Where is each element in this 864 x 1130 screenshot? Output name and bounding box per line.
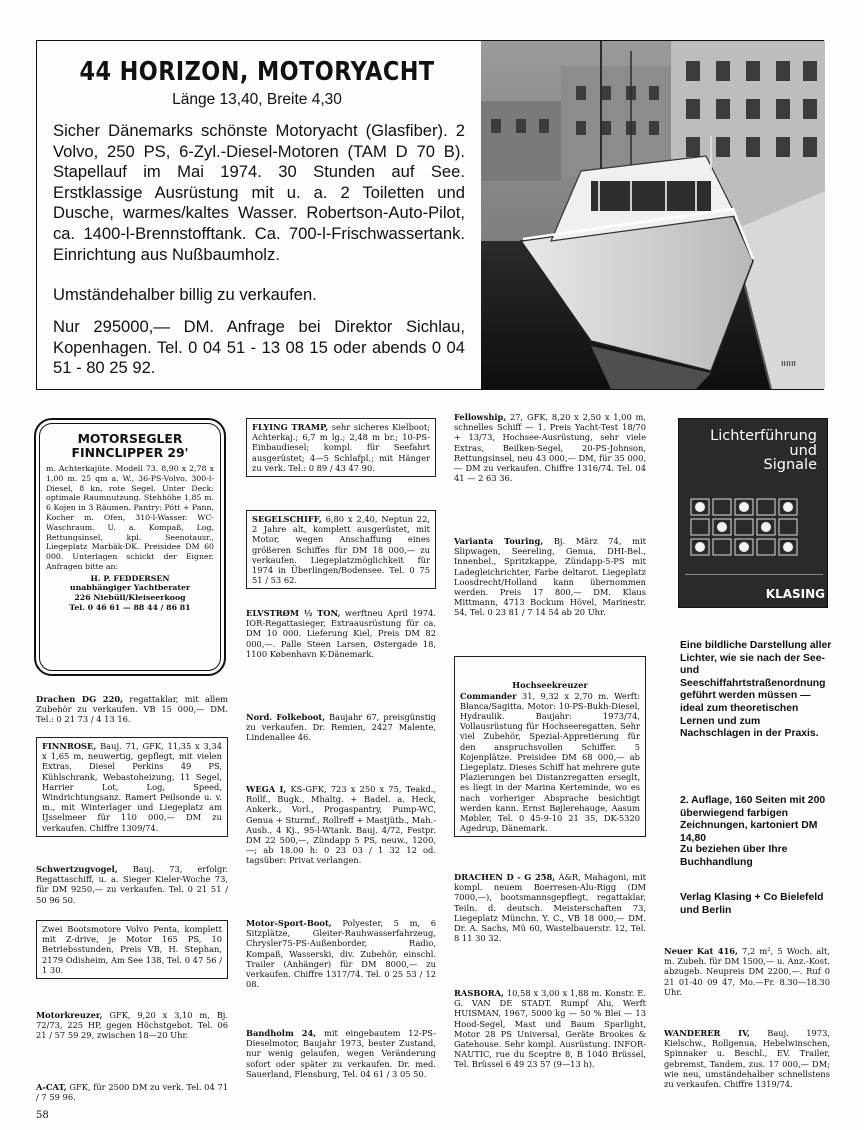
book-cover	[678, 418, 828, 608]
feature-price: Nur 295000,— DM. Anfrage bei Direktor Sichlau, Kopenhagen. Tel. 0 04 51 - 13 08 15 oder abends 0 04 51 - 80 25 92.	[53, 317, 465, 378]
signal-lights-icon	[679, 419, 828, 608]
classified-ad: Motorkreuzer, GFK, 9,20 x 3,10 m, Bj. 72/73, 225 HP, gegen Höchstgebot. Tel. 06 21 / 57 59 29, zwischen 18—20 Uhr.	[36, 1010, 231, 1041]
classified-ad: WEGA I, KS-GFK, 723 x 250 x 75, Teakd., Rollf., Bugk., Mhaltg. + Badel. a. Heck, Ankerk., Vorl., Progaspantry, Pump-WC, Genua + Sturmf., Rollreff + Mastjütb., Mah.-Ausb., 4 Kj., 95-l-Wtank. Bauj. 4/72, Festpr. DM 22 500,—, Zündapp 5 PS, neuw., 1200,—; ab 18.00 h: 0 23 03 / 1 32 12 od. tagsüber: Privat verlangen.	[246, 784, 439, 866]
dealer-line1: unabhängiger Yachtberater	[69, 583, 191, 593]
feature-description: Sicher Dänemarks schönste Motoryacht (Glasfiber). 2 Volvo, 250 PS, 6-Zyl.-Diesel-Motoren (TAM D 70 B). Stapellauf im Mai 1974. 30 Stunden auf See. Erstklassige Ausrüstung mit u. a. 2 Toiletten und Dusche, warmes/kaltes Wasser. Robertson-Auto-Pilot, ca. 1400-l-Brennstofftank. Ca. 700-l-Frischwassertank. Einrichtung aus Nußbaumholz.	[53, 121, 465, 264]
classified-ad: Motor-Sport-Boot, Polyester, 5 m, 6 Sitzplätze, Gleiter-Rauhwasserfahrzeug, Chrysler75-PS-Außenborder, Radio, Kompaß, Wasserski, div. Zubehör, einschl. Trailer (Anhänger) für DM 8000,— zu verkaufen. Chiffre 1317/74. Tel. 0 25 53 / 12 08.	[246, 918, 439, 990]
finnclipper-heading	[46, 432, 214, 460]
yacht-harbor-image	[481, 41, 825, 389]
page-number: 58	[36, 1110, 49, 1121]
feature-title: 44 HORIZON, MOTORYACHT	[79, 57, 435, 87]
book-title-line3: Signale	[763, 457, 817, 473]
book-order: Zu beziehen über Ihre Buchhandlung	[680, 844, 788, 868]
classified-ad-boxed: FINNROSE, Bauj. 71, GFK, 11,35 x 3,34 x 1,65 m, neuwertig, gepflegt, mit vielen Extras, Diesel Perkins 49 PS, Kühlschrank, Webastoheizung, 11 Segel, Harrier Lot, Log, Speed, Windrichtungsanz. Ramert Peilsonde u. v. m., mit Winterlager und Liegeplatz am IJsselmeer für 110 000,— DM zu verkaufen. Chiffre 1309/74.	[36, 737, 228, 837]
classified-ad: Schwertzugvogel, Bauj. 73, erfolgr. Regattaschiff, u. a. Sieger Kieler-Woche 73, für DM 9250,— zu verkaufen. Tel. 0 21 51 / 50 96 50.	[36, 864, 231, 905]
book-title-line2: und	[789, 442, 817, 459]
classified-ad: Drachen DG 220, regattaklar, mit allem Zubehör zu verkaufen. VB 15 000,— DM. Tel.: 0 21 73 / 4 13 16.	[36, 694, 231, 725]
classified-ad: ELVSTRØM ½ TON, werftneu April 1974. IOR-Regattasieger, Extraausrüstung für ca. DM 10 000. Lieferung Kiel, Preis DM 82 000,—. Palle Steen Larsen, Østergade 18, 1100 København K-Dänemark.	[246, 608, 439, 659]
classified-ad-boxed: FLYING TRAMP, sehr sicheres Kielboot; Achterkaj.; 6,7 m lg.; 2,48 m br.; 10-PS-Einbaudiesel; kompl. für Seefahrt ausgerüstet; 4—5 Schlafpl.; mit Hänger zu verk. Tel.: 0 89 / 43 47 90.	[246, 418, 436, 477]
motoryacht-photo	[481, 41, 825, 389]
finnclipper-heading-2: FINNCLIPPER 29'	[71, 445, 189, 460]
classified-ad-boxed: SEGELSCHIFF, 6,80 x 2,40, Neptun 22, 2 Jahre alt, komplett ausgerüstet, mit Motor, wegen Anschaffung eines größeren Schiffes für DM 18 000,— zu verkaufen. Liegeplatzmöglichkeit für 1974 in Überlingen/Bodensee. Tel. 0 75 51 / 53 62.	[246, 510, 436, 589]
classified-ad: WANDERER IV, Bauj. 1973, Kielschw., Rollgenua, Hebelwinschen, Spinnaker u. Beschl., EV. Trailer, gebremst, Tandem, zus. 17 000,— DM; wie neu, umständehalber schnellstens zu verkaufen. Chiffre 1319/74.	[664, 1028, 833, 1090]
classified-ad-boxed: Zwei Bootsmotore Volvo Penta, komplett mit Z-drive, je Motor 165 PS, 10 Betriebsstunden, Preis VB, H. Stephan, 2179 Odisheim, Am See 138, Tel. 0 47 56 / 1 30.	[36, 920, 228, 979]
book-publisher: Verlag Klasing + Co Bielefeld und Berlin	[680, 892, 824, 916]
book-title-line1: Lichterführung	[710, 428, 817, 444]
feature-ad	[36, 40, 824, 390]
classified-ad: RASBORA, 10,58 x 3,00 x 1,88 m. Konstr. E. G. VAN DE STADT. Rumpf Alu, Werft HUISMAN, 1967, 5000 kg — 50 % Blei — 13 Hood-Segel, Mast und Baum Sparlight, Motor 28 PS Universal, Geräte Brookes & Gatehouse. Sehr kompl. Ausrüstung. INFOR-NAUTIC, rue du Sceptre 8, B 1040 Brüssel, Tel. Brüssel 6 49 23 57 (9—13 h).	[454, 988, 649, 1070]
hochseekreuzer-heading: Hochseekreuzer	[512, 680, 588, 691]
finnclipper-ad	[34, 418, 226, 676]
classified-ad: Nord. Folkeboot, Baujahr 67, preisgünstig zu verkaufen. Dr. Remien, 2427 Malente, Lindenallee 46.	[246, 712, 439, 743]
book-edition: 2. Auflage, 160 Seiten mit 200 überwiegend farbigen Zeichnungen, kartoniert DM 14,80	[680, 795, 826, 844]
book-cover-publisher: KLASING	[765, 587, 825, 601]
finnclipper-heading-1: MOTORSEGLER	[77, 431, 183, 446]
finnclipper-dealer	[46, 574, 214, 612]
book-description: Eine bildliche Darstellung aller Lichter, wie sie nach der See- und Seeschiffahrtstraßenordnung geführt werden müssen — ideal zum theoretischen Lernen und zum Nachschlagen in der Praxis.	[680, 640, 832, 740]
classified-ad: Neuer Kat 416, 7,2 m², 5 Woch. alt, m. Zubeh. für DM 1500,— u. Anz.-Kost. abzugeb. Neupreis DM 2200,—. Ruf 0 21 01-40 09 47, Mo.—Fr. 8.30—18.30 Uhr.	[664, 946, 833, 997]
feature-subtitle: Länge 13,40, Breite 4,30	[172, 91, 342, 108]
classified-ad: A-CAT, GFK, für 2500 DM zu verk. Tel. 04 71 / 7 59 96.	[36, 1082, 231, 1103]
classified-ad: Fellowship, 27, GFK, 8,20 x 2,50 x 1,00 m, schnelles Schiff — 1. Preis Yacht-Test 18/70 + 13/73, Hochsee-Ausrüstung, sehr viele Extras, Beilken-Segel, 20-PS-Johnson, Rettungsinsel, neu 43 000,— DM, für 35 000,— DM zu verkaufen. Chiffre 1316/74. Tel. 04 41 — 2 63 36.	[454, 412, 649, 484]
dealer-name: H. P. FEDDERSEN	[90, 573, 170, 583]
classified-ad: Bandholm 24, mit eingebautem 12-PS-Dieselmotor, Baujahr 1973, bester Zustand, nur wenig gelaufen, wegen Veränderung sofort oder später zu verkaufen. Dr. med. Sauerland, Flensburg, Tel. 04 61 / 3 05 50.	[246, 1028, 439, 1079]
classified-ad: DRACHEN D - G 258, A&R, Mahagoni, mit kompl. neuem Boerresen-Alu-Rigg (DM 7000,—), bootsmannsgepflegt, regattaklar, Teiln. d. deutsch. Meisterschaften 73, Liegeplatz Münchn. Y. C., VB 18 000,— DM. Dr. A. Sachs, Mü 60, Wastelbauerstr. 12, Tel. 8 11 30 32.	[454, 872, 649, 944]
classified-ad-boxed: Hochseekreuzer Commander 31, 9,32 x 2,70 m. Werft: Blanca/Sagitta. Motor: 10-PS-Bukh-Diesel, Hydraulik. Baujahr: 1973/74, Vollausrüstung für Hochseeregatten. Sehr viel Zubehör, Spezial-Appretierung für den anspruchsvollen Schiffer. 5 Kojenplätze. Preisidee DM 68 000,— ab Liegeplatz. Dieses Schiff hat mehrere gute Plazierungen bei Distanzregatten erseglt, es liegt in der Marina Kerteminde, wo es nach vorheriger Absprache besichtigt werden kann. Ernst Bøjlerehauge, Aasum Møbler, Tel. 0 45-9-10 21 35, DK-5320 Agedrup, Dänemark.	[454, 656, 646, 837]
classified-ad: Varianta Touring, Bj. März 74, mit Slipwagen, Seereling, Genua, DHI-Bel., Innenbel., Spritzkappe, Zündapp-5-PS mit Ladegleichrichter, Farbe deltarot. Liegeplatz Loosdrecht/Holland kann übernommen werden. Preis 17 800,— DM. Klaus Mittmann, 4713 Bockum Hövel, Marinestr. 54, Tel. 0 23 81 / 7 14 54 ab 20 Uhr.	[454, 536, 649, 618]
finnclipper-body: m. Achterkajüte. Modell 73. 8,90 x 2,78 x 1,00 m. 25 qm a. W., 36-PS-Volvo, 300-l-Diesel, 8 kn, rote Segel. Unter Deck: optimale Raumnutzung. Stehhöhe 1,85 m. 6 Kojen in 3 Räumen. Pantry: Pött + Pann, Kocher m. Ofen, 310-l-Wasser. WC-Waschraum. U. a. Kompaß, Log, Rettungsinsel, kpl. Seenotausr., Liegeplatz Marbäk-DK. Preisidee DM 60 000. Unterlagen schickt der Eigner. Anfragen bitte an:	[46, 464, 214, 571]
photo-marks: ıııııı	[781, 359, 797, 369]
dealer-phone: Tel. 0 46 61 — 88 44 / 86 81	[69, 602, 191, 612]
dealer-line2: 226 Niebüll/Kleiseerkoog	[74, 592, 186, 602]
feature-reason: Umständehalber billig zu verkaufen.	[53, 285, 317, 304]
